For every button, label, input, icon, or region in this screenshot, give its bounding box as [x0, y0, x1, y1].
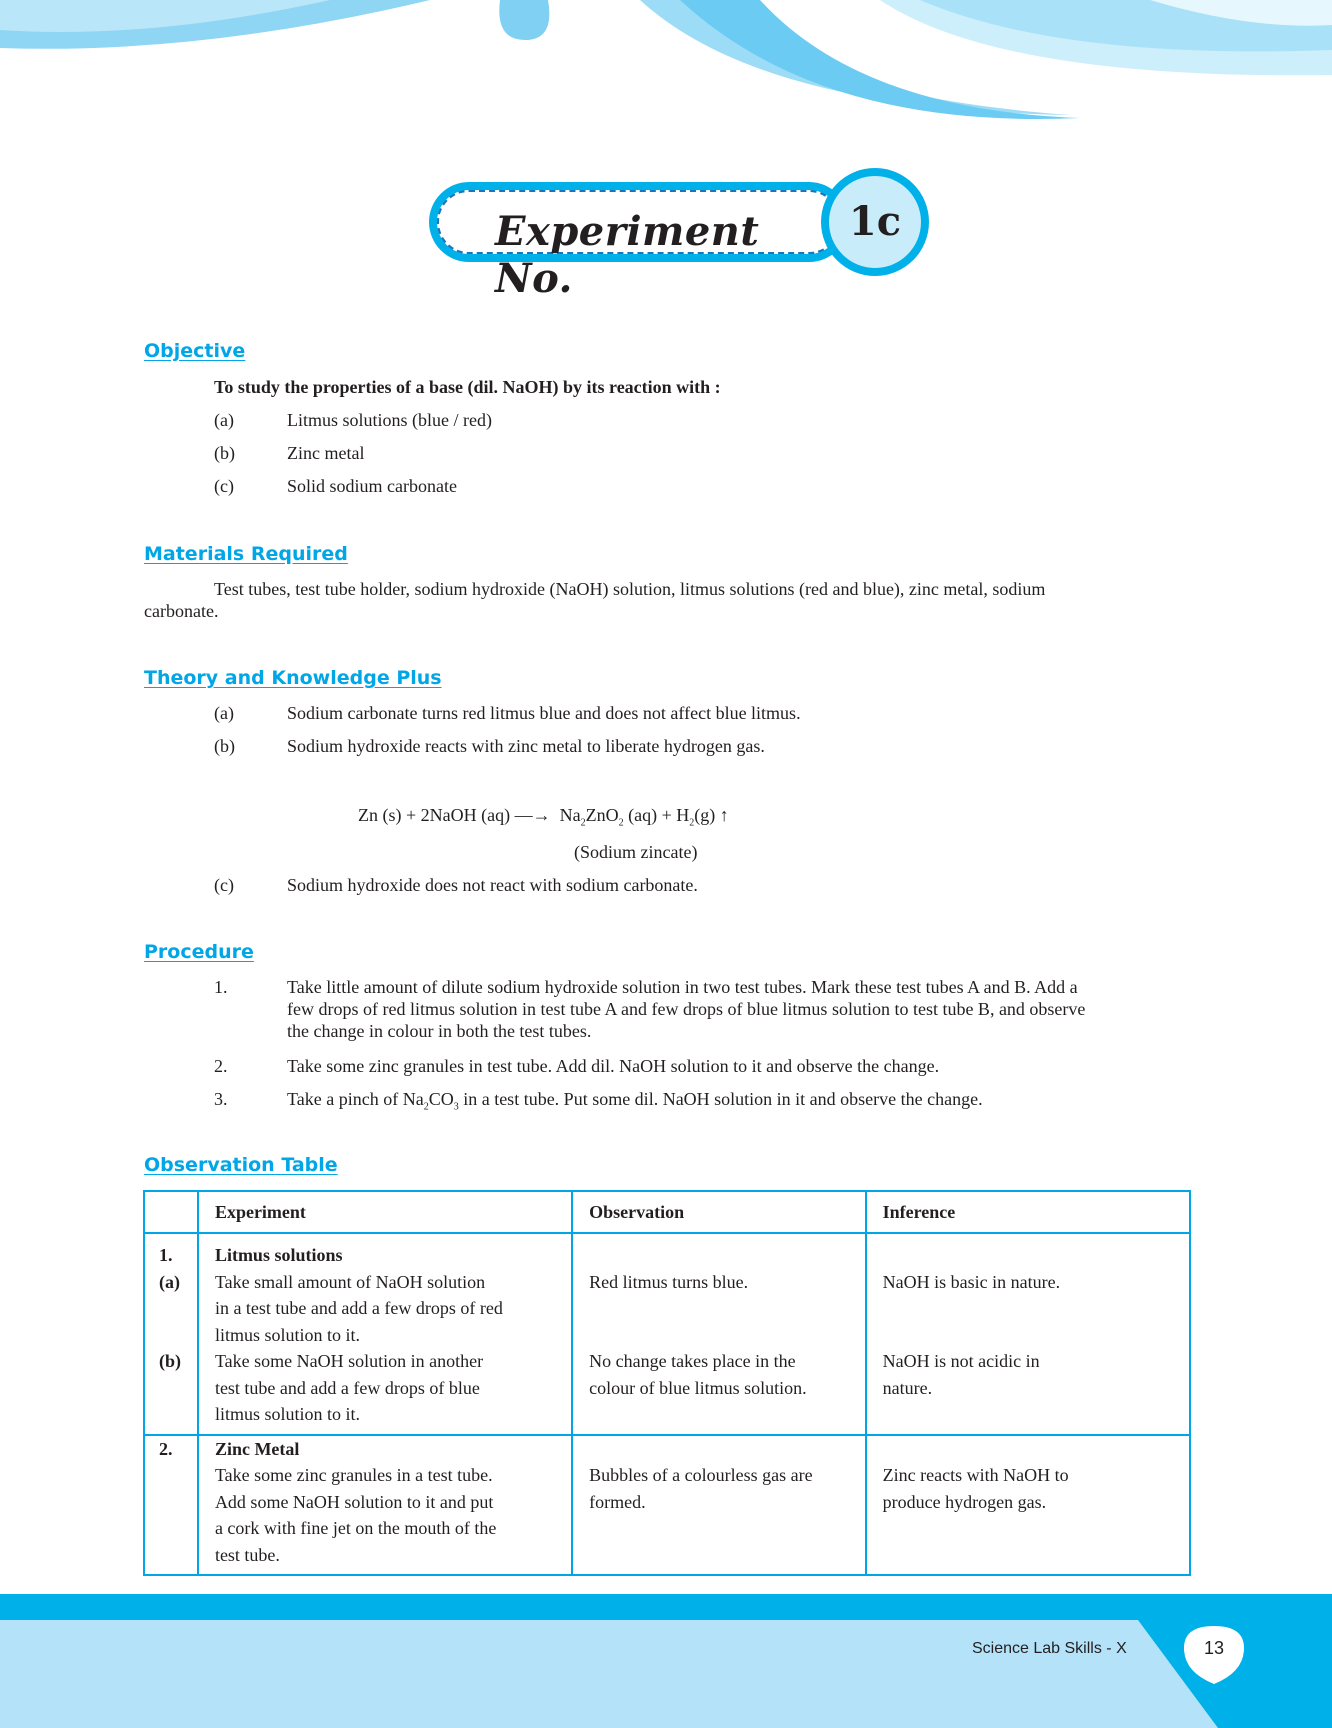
step-sub: 2 [423, 1101, 429, 1113]
table-row [144, 1233, 1190, 1435]
row-number: 2. [159, 1438, 173, 1459]
table-header: Experiment [198, 1191, 572, 1233]
observation-cell [572, 1435, 865, 1576]
chemical-equation [358, 805, 729, 829]
eq-sub: 2 [618, 817, 624, 829]
experiment-line: a cork with fine jet on the mouth of the [214, 1518, 497, 1538]
eq-part: (g) ↑ [694, 805, 729, 825]
observation-line: colour of blue litmus solution. [589, 1377, 807, 1398]
theory-item-text: Sodium hydroxide does not react with sodium carbonate. [287, 875, 698, 895]
objective-item-label: (a) [214, 410, 234, 430]
experiment-title: Litmus solutions [214, 1245, 343, 1265]
procedure-step-number: 2. [214, 1056, 228, 1076]
table-row [144, 1435, 1190, 1576]
table-header: Inference [866, 1191, 1190, 1233]
page-number: 13 [1203, 1638, 1225, 1658]
theory-item-text: Sodium carbonate turns red litmus blue and does not affect blue litmus. [287, 703, 801, 723]
experiment-number-circle [821, 168, 929, 276]
theory-item-label: (b) [214, 736, 235, 756]
observation-line: Bubbles of a colourless gas are [589, 1465, 813, 1485]
experiment-line: Take small amount of NaOH solution [214, 1271, 486, 1292]
procedure-step-line: the change in colour in both the test tubes. [287, 1021, 592, 1041]
experiment-number: 1c [829, 176, 921, 268]
experiment-line: test tube and add a few drops of blue [214, 1377, 480, 1398]
theory-item-text: Sodium hydroxide reacts with zinc metal to liberate hydrogen gas. [287, 736, 765, 756]
footer-corner-decoration [0, 1594, 1332, 1728]
eq-sub: 2 [580, 817, 586, 829]
experiment-line: Add some NaOH solution to it and put [214, 1491, 494, 1512]
equation-products [555, 805, 729, 829]
observation-line: Red litmus turns blue. [589, 1271, 749, 1292]
observation-heading: Observation Table [144, 1154, 338, 1176]
table-header-row [144, 1191, 1190, 1233]
inference-cell [866, 1233, 1190, 1435]
observation-cell [572, 1233, 865, 1435]
row-sub-label: (b) [159, 1351, 181, 1371]
observation-line: No change takes place in the [589, 1351, 796, 1371]
materials-text-line2: carbonate. [144, 601, 219, 621]
observation-table [143, 1190, 1191, 1576]
header-wave-decoration [0, 0, 1332, 160]
step-part: CO [428, 1089, 454, 1109]
table-header: Observation [572, 1191, 865, 1233]
theory-item-label: (c) [214, 875, 234, 895]
experiment-line: litmus solution to it. [214, 1324, 360, 1345]
observation-line: formed. [589, 1491, 646, 1512]
step-part: Take a pinch of Na [287, 1089, 424, 1109]
row-number-cell [144, 1435, 198, 1576]
page-title: Experiment No. [495, 208, 760, 302]
procedure-step-text [287, 1088, 983, 1119]
table-header-num [144, 1191, 198, 1233]
procedure-heading: Procedure [144, 941, 254, 963]
inference-line: Zinc reacts with NaOH to [882, 1465, 1069, 1485]
theory-item-label: (a) [214, 703, 234, 723]
experiment-line: in a test tube and add a few drops of red [214, 1298, 503, 1318]
objective-item-text: Zinc metal [287, 443, 365, 463]
materials-heading: Materials Required [144, 543, 348, 565]
objective-heading: Objective [144, 340, 246, 362]
experiment-line: Take some NaOH solution in another [214, 1351, 484, 1371]
experiment-line: litmus solution to it. [214, 1404, 360, 1424]
step-part: in a test tube. Put some dil. NaOH solution in it and observe the change. [458, 1089, 983, 1109]
objective-item-text: Solid sodium carbonate [287, 476, 457, 496]
procedure-step-number: 3. [214, 1089, 228, 1109]
inference-cell [866, 1435, 1190, 1576]
row-number-cell [144, 1233, 198, 1435]
objective-intro: To study the properties of a base (dil. NaOH) by its reaction with : [214, 377, 721, 397]
procedure-step-line: Take little amount of dilute sodium hydroxide solution in two test tubes. Mark these test tubes A and B. Add a [287, 977, 1078, 997]
eq-part: ZnO [585, 805, 619, 825]
procedure-step-number: 1. [214, 977, 228, 997]
inference-line: NaOH is not acidic in [882, 1351, 1040, 1371]
experiment-line: test tube. [214, 1544, 280, 1565]
inference-line: nature. [882, 1377, 933, 1398]
procedure-step-line: few drops of red litmus solution in test tube A and few drops of blue litmus solution to test tube B, and observe [287, 999, 1086, 1019]
experiment-cell [198, 1233, 572, 1435]
objective-item-label: (c) [214, 476, 234, 496]
experiment-title: Zinc Metal [214, 1438, 300, 1459]
book-title: Science Lab Skills - X [972, 1640, 1127, 1657]
experiment-cell [198, 1435, 572, 1576]
inference-line: produce hydrogen gas. [882, 1491, 1047, 1512]
objective-item-text: Litmus solutions (blue / red) [287, 410, 492, 430]
procedure-step-text: Take some zinc granules in test tube. Add dil. NaOH solution to it and observe the change. [287, 1056, 940, 1076]
experiment-title-badge [429, 168, 929, 302]
equation-reactants: Zn (s) + 2NaOH (aq) —→ [358, 805, 551, 825]
row-number: 1. [159, 1245, 173, 1265]
objective-item-label: (b) [214, 443, 235, 463]
eq-sub: 2 [689, 817, 695, 829]
experiment-line: Take some zinc granules in a test tube. [214, 1465, 493, 1485]
eq-part: Na [559, 805, 581, 825]
equation-caption: (Sodium zincate) [574, 842, 698, 862]
row-sub-label: (a) [159, 1271, 180, 1292]
step-sub: 3 [453, 1101, 459, 1113]
theory-heading: Theory and Knowledge Plus [144, 667, 442, 689]
inference-line: NaOH is basic in nature. [882, 1271, 1061, 1292]
title-pill [429, 182, 849, 302]
materials-text-line1: Test tubes, test tube holder, sodium hydroxide (NaOH) solution, litmus solutions (red and blue), zinc metal, sodium [214, 579, 1046, 599]
eq-part: (aq) + H [623, 805, 690, 825]
